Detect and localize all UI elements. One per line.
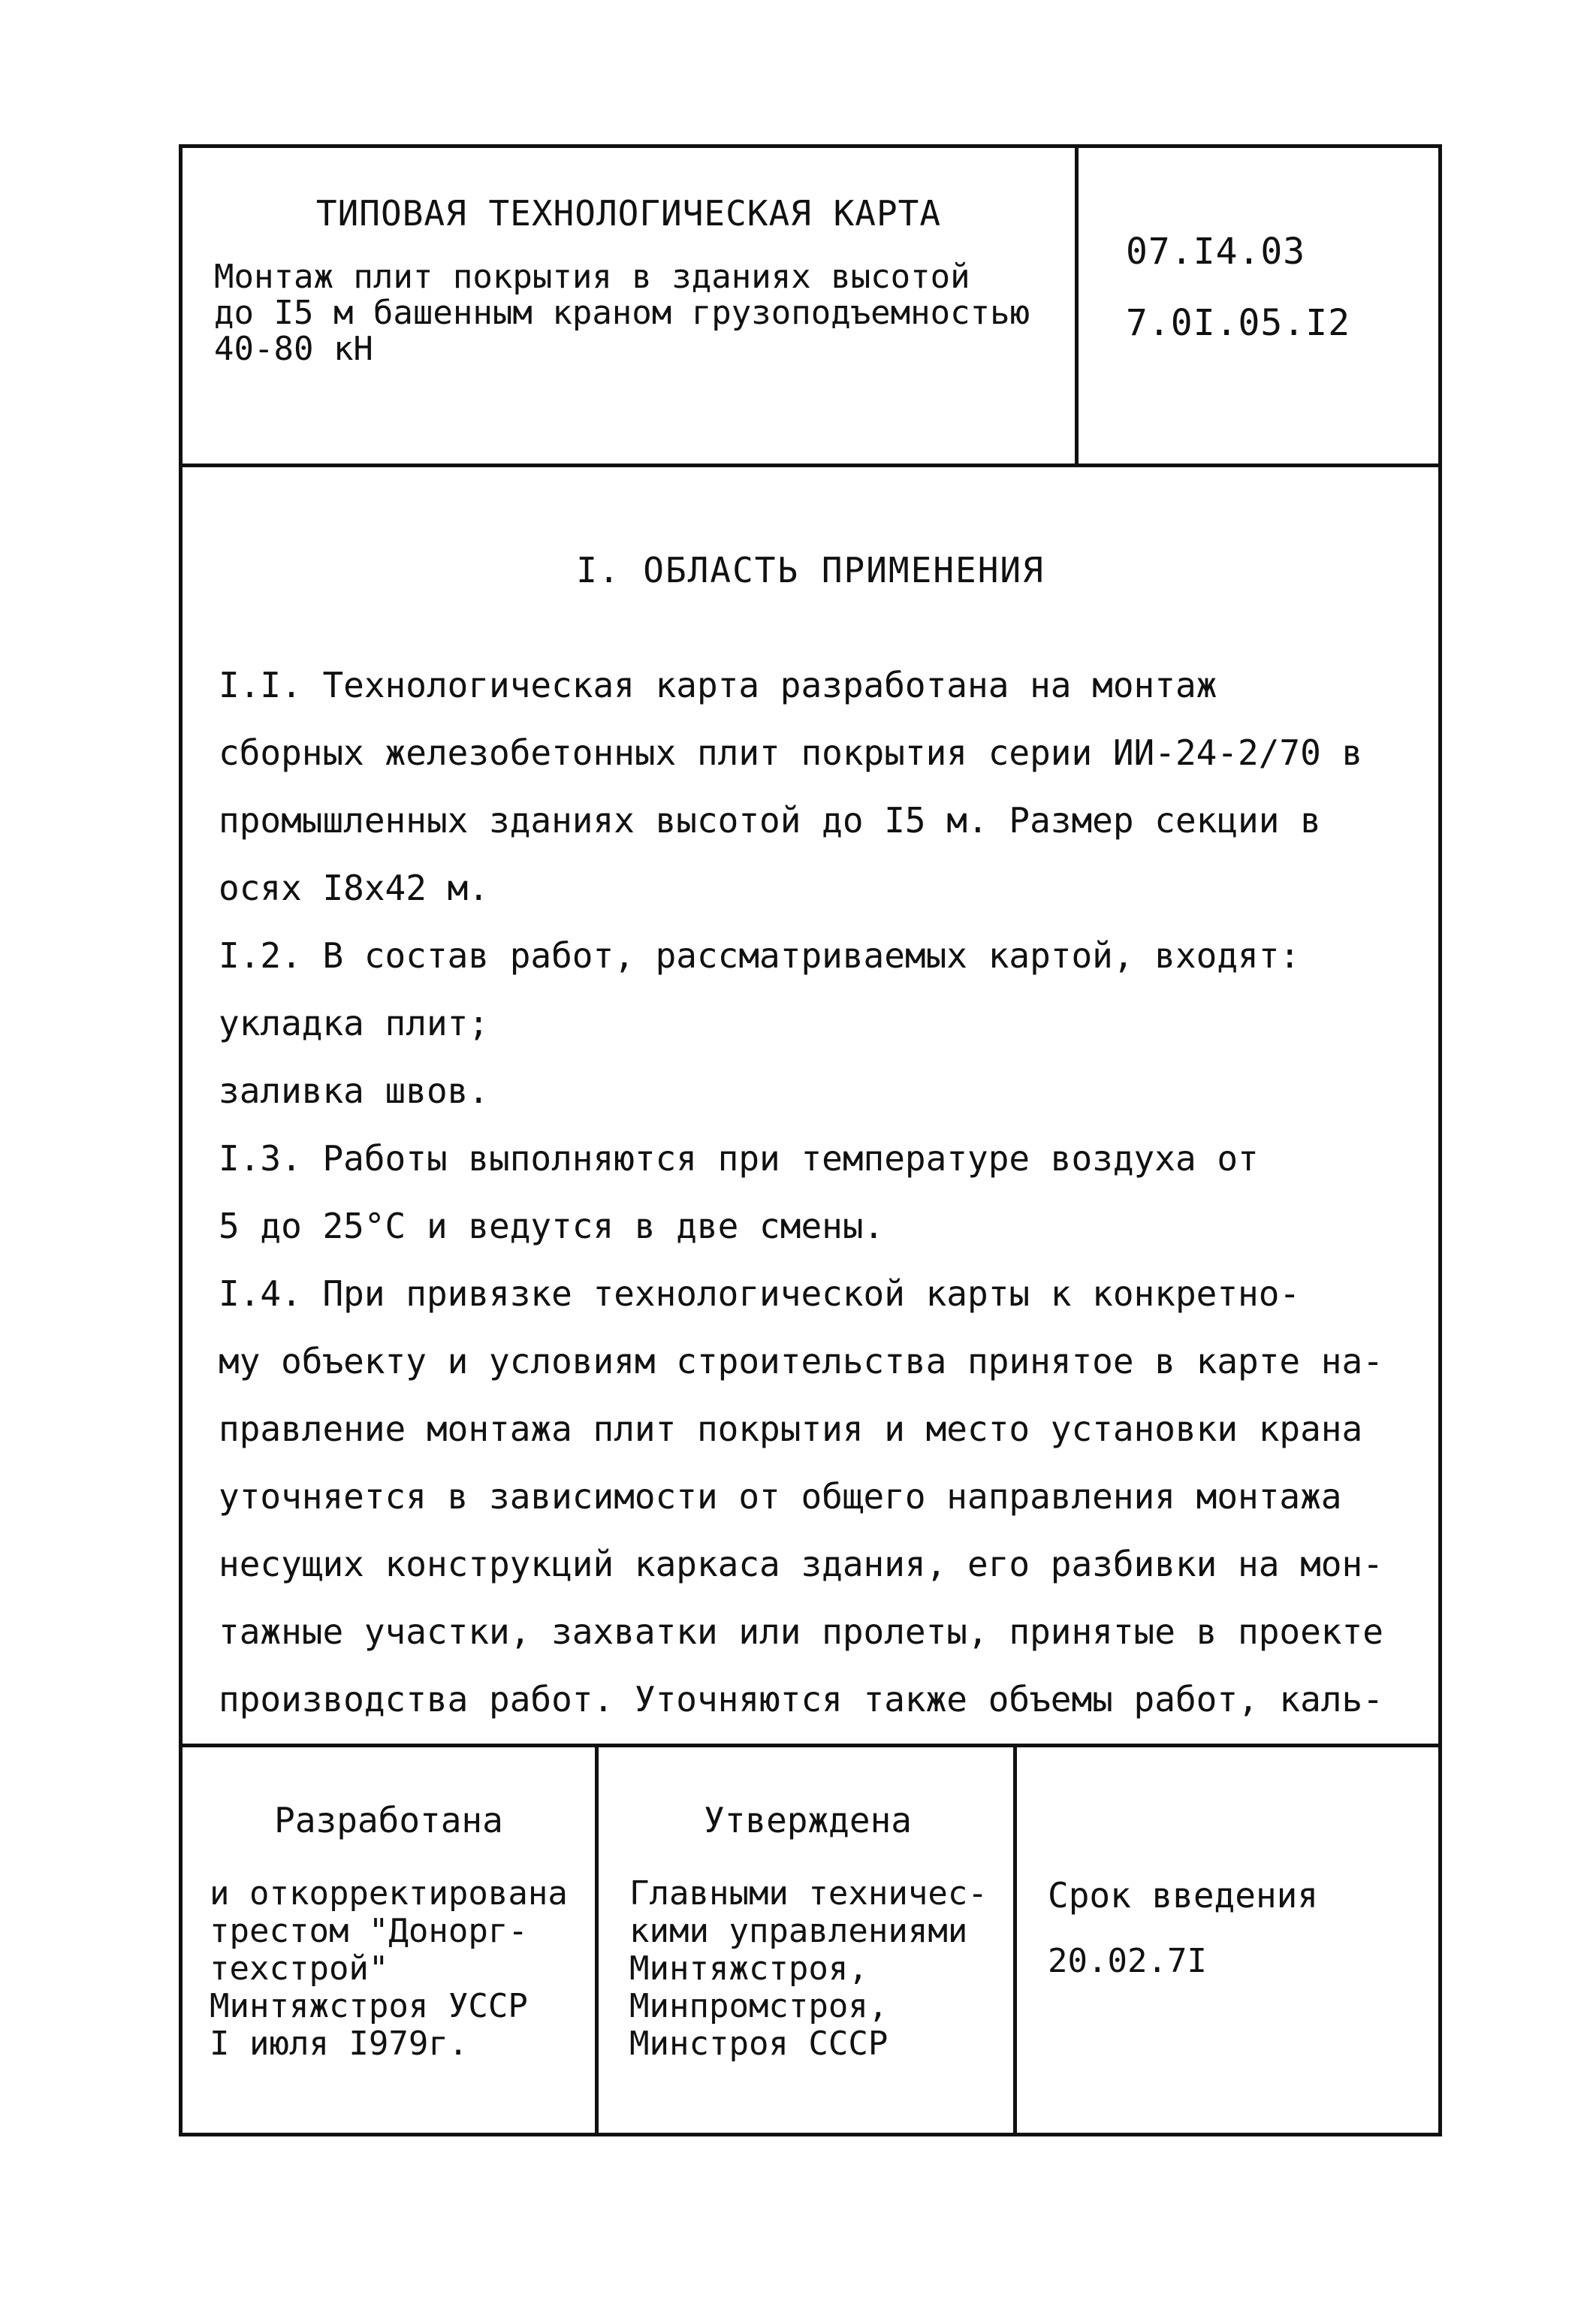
approved-by-text: Главными техничес- кими управлениями Минтяжстроя, Минпромстроя, Минстроя СССР — [629, 1874, 988, 2063]
effective-date-cell — [1021, 1747, 1438, 2136]
effective-date-heading: Срок введения — [1048, 1875, 1319, 1916]
document-subject: Монтаж плит покрытия в зданиях высотой до I5 м башенным краном грузоподъемностью 40-80 кН — [214, 258, 1030, 368]
developed-by-text: и откорректирована трестом "Донорг- техстрой" Минтяжстроя УССР I июля I979г. — [210, 1874, 568, 2063]
document-frame — [179, 144, 1442, 2136]
paragraph-1-3: I.3. Работы выполняются при температуре воздуха от 5 до 25°С и ведутся в две смены. — [219, 1138, 1259, 1246]
document-code-primary: 07.I4.03 — [1126, 231, 1306, 273]
footer-block — [183, 1744, 1438, 2136]
developed-by-cell — [183, 1747, 599, 2136]
main-text — [183, 467, 1438, 1893]
effective-date-value: 20.02.7I — [1048, 1942, 1207, 1980]
document-code-secondary: 7.0I.05.I2 — [1126, 302, 1350, 344]
header-block — [183, 148, 1438, 467]
paragraph-1-1: I.I. Технологическая карта разработана на монтаж сборных железобетонных плит покрытия серии ИИ-24-2/70 в промышленных зданиях высотой до I5 м. Размер секции в осях I8х42 м. — [219, 665, 1363, 908]
document-type-title: ТИПОВАЯ ТЕХНОЛОГИЧЕСКАЯ КАРТА — [315, 193, 942, 234]
approved-by-cell — [602, 1747, 1017, 2136]
header-codes-cell — [1081, 148, 1438, 464]
paragraph-1-2: I.2. В состав работ, рассматриваемых картой, входят: укладка плит; заливка швов. — [219, 935, 1301, 1111]
approved-by-heading: Утверждена — [704, 1800, 912, 1840]
developed-by-heading: Разработана — [274, 1800, 503, 1840]
section-title: I. ОБЛАСТЬ ПРИМЕНЕНИЯ — [576, 550, 1045, 590]
paragraph-1-4: I.4. При привязке технологической карты к конкретно- му объекту и условиям строительства принятое в карте на- правление монтажа плит покрытия и место установки крана уточняется в зависимости от общего направления монтажа несущих конструкций каркаса здания, его разбивки на мон- тажные участки, захватки или пролеты, принятые в проекте производства работ. Уточняются также объемы работ, каль- — [219, 1273, 1383, 1720]
header-title-cell — [183, 148, 1079, 464]
